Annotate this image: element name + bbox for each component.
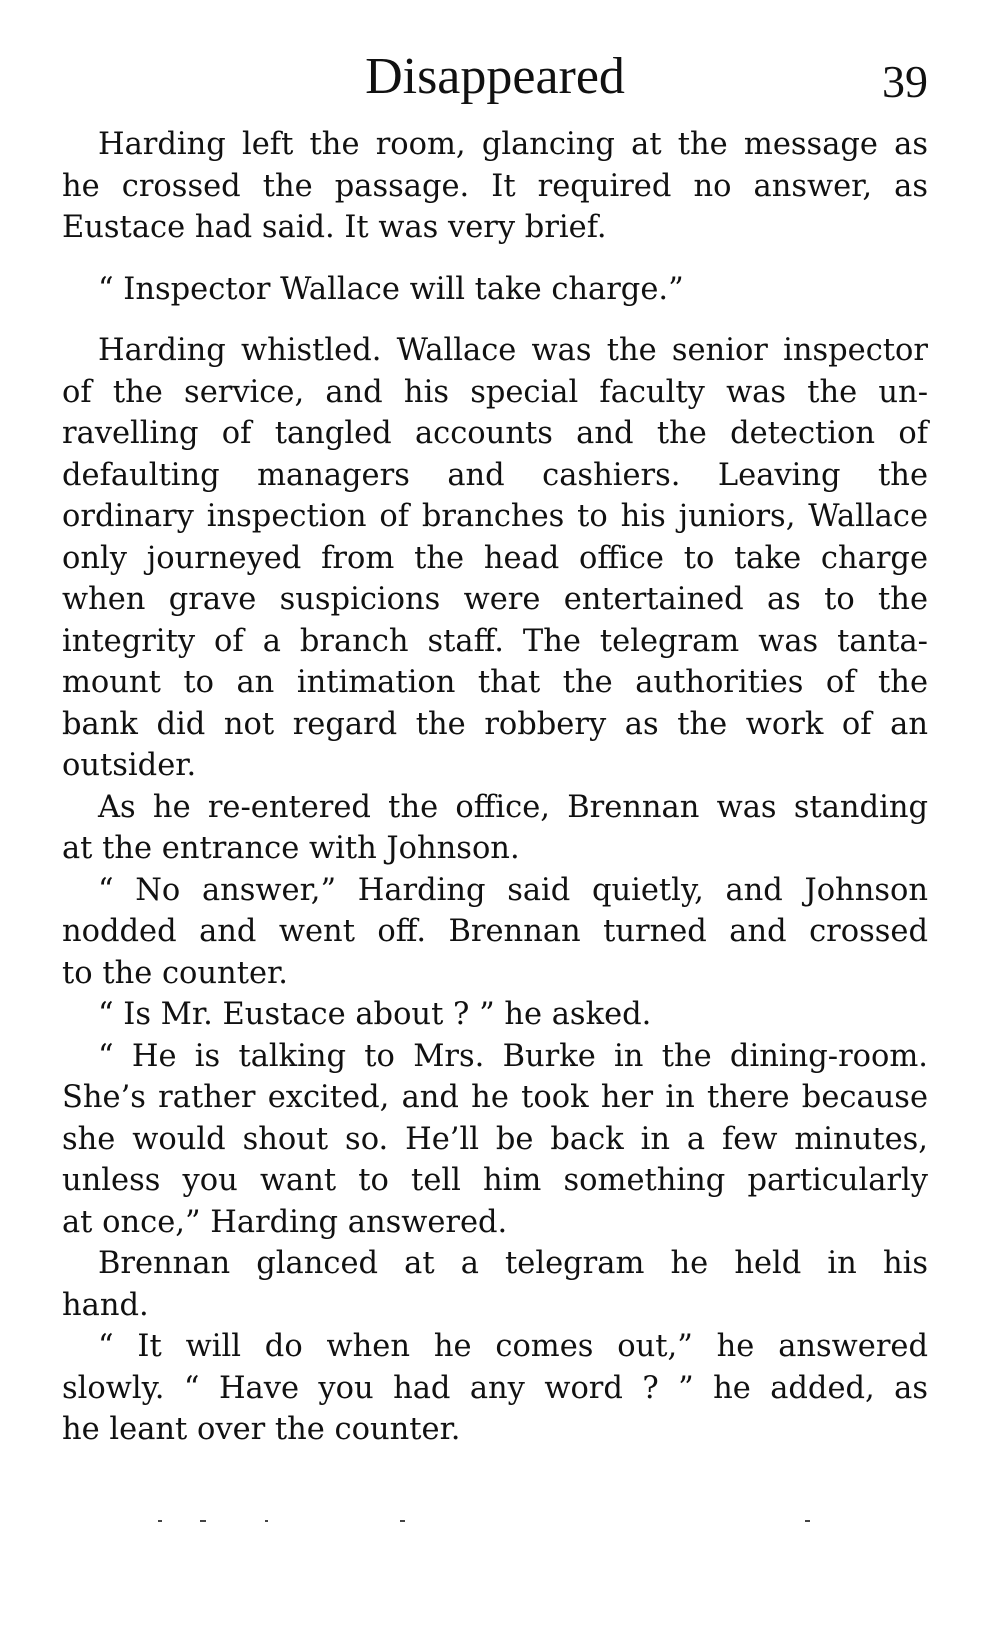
- text-line: “ He is talking to Mrs. Burke in the dining-room.: [98, 1038, 928, 1074]
- text-line: slowly. “ Have you had any word ? ” he added, as: [62, 1370, 928, 1406]
- text-line: at once,” Harding answered.: [62, 1204, 508, 1240]
- scan-artifact-marks: [140, 1520, 860, 1524]
- text-line: unless you want to tell him something particularly: [62, 1163, 928, 1198]
- paragraph-gap: [62, 310, 928, 330]
- scan-mark: [265, 1520, 268, 1522]
- running-head: [62, 42, 928, 112]
- paragraph: [62, 1326, 928, 1451]
- text-line: only journeyed from the head office to take charge: [62, 540, 928, 576]
- text-line: Harding left the room, glancing at the message as: [98, 127, 928, 162]
- scan-mark: [158, 1520, 162, 1522]
- text-line: hand.: [62, 1287, 149, 1323]
- text-line: “ It will do when he comes out,” he answered: [98, 1329, 928, 1364]
- scan-mark: [805, 1520, 810, 1522]
- text-line: he leant over the counter.: [62, 1412, 461, 1447]
- text-line: As he re-entered the office, Brennan was standing: [98, 789, 928, 825]
- text-line: nodded and went off. Brennan turned and crossed: [62, 914, 928, 949]
- text-line: “ No answer,” Harding said quietly, and Johnson: [98, 872, 928, 908]
- text-line: of the service, and his special faculty was the un-: [62, 374, 928, 410]
- text-line: ordinary inspection of branches to his juniors, Wallace: [62, 499, 928, 534]
- text-line: integrity of a branch staff. The telegram was tanta-: [62, 623, 928, 659]
- text-line: defaulting managers and cashiers. Leaving the: [62, 457, 928, 493]
- paragraph: [62, 1036, 928, 1244]
- paragraph: [62, 330, 928, 787]
- body-text: [62, 124, 928, 1451]
- text-line: he crossed the passage. It required no answer, as: [62, 168, 928, 204]
- text-line: mount to an intimation that the authorities of the: [62, 665, 928, 700]
- text-line: outsider.: [62, 748, 197, 783]
- text-line: She’s rather excited, and he took her in there because: [62, 1080, 928, 1115]
- text-line: Harding whistled. Wallace was the senior inspector: [98, 333, 928, 368]
- paragraph: [62, 994, 928, 1036]
- paragraph: [62, 124, 928, 249]
- text-line: “ Is Mr. Eustace about ? ” he asked.: [98, 997, 652, 1032]
- text-line: bank did not regard the robbery as the work of an: [62, 706, 928, 742]
- text-line: she would shout so. He’ll be back in a few minutes,: [62, 1121, 928, 1157]
- paragraph: [62, 870, 928, 995]
- paragraph: [62, 269, 928, 311]
- text-line: ravelling of tangled accounts and the detection of: [62, 416, 928, 451]
- running-title: Disappeared: [365, 48, 625, 105]
- scan-mark: [200, 1520, 206, 1522]
- text-line: at the entrance with Johnson.: [62, 831, 520, 866]
- text-line: Eustace had said. It was very brief.: [62, 210, 607, 245]
- text-line: “ Inspector Wallace will take charge.”: [98, 271, 684, 307]
- paragraph: [62, 1243, 928, 1326]
- scan-mark: [400, 1520, 405, 1522]
- paragraph-gap: [62, 249, 928, 269]
- text-line: when grave suspicions were entertained as to the: [62, 582, 928, 617]
- text-line: to the counter.: [62, 955, 288, 991]
- text-line: Brennan glanced at a telegram he held in his: [98, 1246, 928, 1281]
- page-number: 39: [882, 56, 928, 107]
- paragraph: [62, 787, 928, 870]
